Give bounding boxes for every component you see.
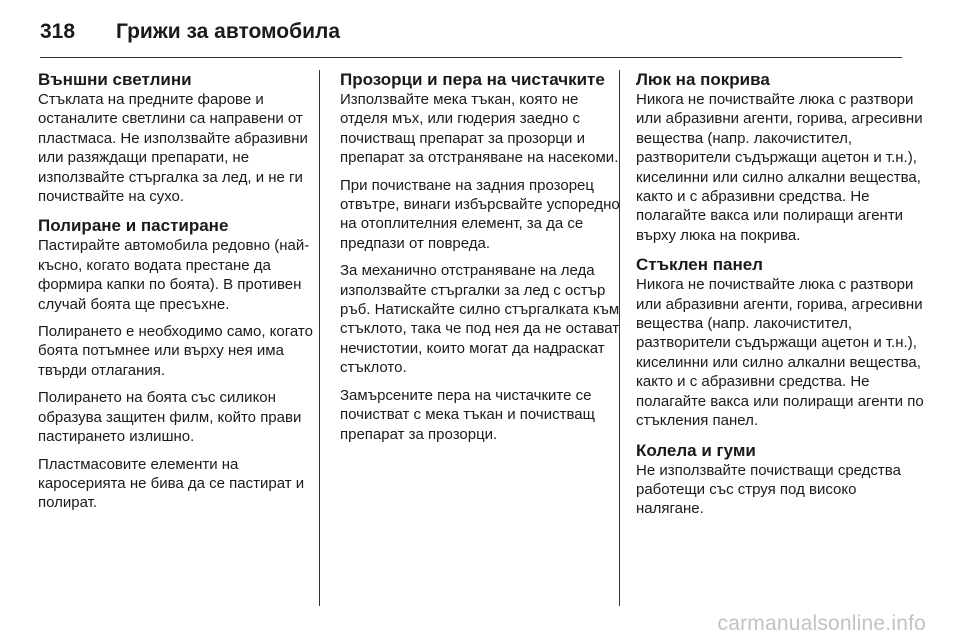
column-right <box>636 70 926 612</box>
section-windows-wipers <box>340 70 620 444</box>
page-header <box>40 14 920 50</box>
paragraph: Замърсените пера на чистачките се почистват с мека тъкан и почистващ препарат за прозорци. <box>340 386 595 443</box>
section-heading: Люк на покрива <box>636 70 770 89</box>
watermark: carmanualsonline.info <box>717 612 926 635</box>
section-polishing-waxing <box>38 216 320 512</box>
section-heading: Прозорци и пера на чистачките <box>340 70 605 89</box>
column-left <box>38 70 320 612</box>
paragraph: Пластмасовите елементи на каросерията не бива да се пастират и полират. <box>38 455 305 512</box>
section-heading: Външни светлини <box>38 70 192 89</box>
paragraph: Полирането е необходимо само, когато боята потъмнее или върху нея има твърди отлагания. <box>38 323 313 379</box>
paragraph: Не използвайте почистващи средства работещи със струя под високо налягане. <box>636 461 901 518</box>
paragraph: Стъклата на предните фарове и останалите светлини са направени от пластмаса. Не използвайте абразивни или разяждащи препарати, не използвайте стъргалка за лед, и не ги почиствайте на сухо. <box>38 91 308 206</box>
section-heading: Стъклен панел <box>636 255 763 275</box>
header-divider <box>40 57 902 58</box>
section-heading: Полиране и пастиране <box>38 216 229 236</box>
paragraph: Използвайте мека тъкан, която не отделя мъх, или гюдерия заедно с почистващ препарат за прозорци и препарат за отстраняване на насекоми. <box>340 91 619 167</box>
paragraph: Никога не почиствайте люка с разтвори или абразивни агенти, горива, агресивни вещества (напр. лакочистител, разтворители съдържащи ацетон и т.н.), киселинни или силно алкални вещества, както и с абразивни средства. Не полагайте вакса или полиращи агенти по стъкления панел. <box>636 276 924 430</box>
section-exterior-lights <box>38 70 320 206</box>
column-middle <box>340 70 620 612</box>
paragraph: Пастирайте автомобила редовно (най-късно, когато водата престане да формира капки по боята). В противен случай боята ще пресъхне. <box>38 237 310 313</box>
page-number: 318 <box>40 20 76 43</box>
paragraph: За механично отстраняване на леда използвайте стъргалки за лед с остър ръб. Натискайте силно стъргалката към стъклото, така че под нея да не остават нечистотии, които могат да надраскат стъклото. <box>340 262 620 377</box>
section-wheels-tyres <box>636 441 926 519</box>
section-sunroof <box>636 70 926 245</box>
section-glass-panel <box>636 255 926 430</box>
paragraph: При почистване на задния прозорец отвътре, винаги избърсвайте успоредно на отоплителния елемент, за да се предпази от повреда. <box>340 176 620 252</box>
section-heading: Колела и гуми <box>636 440 756 460</box>
paragraph: Никога не почиствайте люка с разтвори или абразивни агенти, горива, агресивни вещества (напр. лакочистител, разтворители съдържащи ацетон и т.н.), киселинни или силно алкални вещества, както и с абразивни средства. Не полагайте вакса или полиращи агенти върху люка на покрива. <box>636 91 923 244</box>
paragraph: Полирането на боята със силикон образува защитен филм, който прави пастирането излишно. <box>38 389 302 446</box>
page-title: Грижи за автомобила <box>116 20 341 43</box>
